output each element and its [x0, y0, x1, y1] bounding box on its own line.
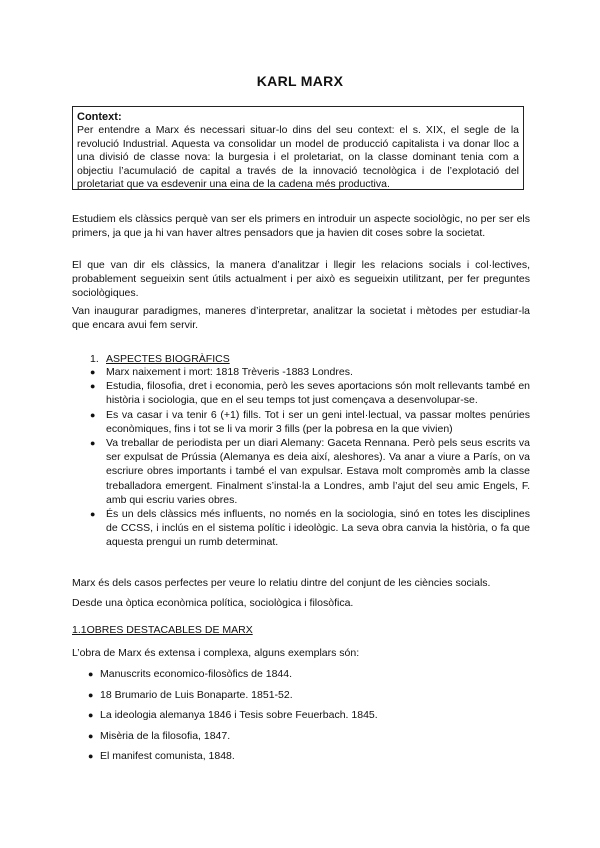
context-text: Per entendre a Marx és necessari situar-lo dins del seu context: el s. XIX, el segle de la revolució Industrial. Aquesta va consolidar un model de producció capitalista i va donar lloc a una divisió de classe nova: la burgesia i el proletariat, on la classe dominant tenia com a objectiu l’acumulació de capital a través de la innovació tecnològica i de l’explotació del proletariat que va esdevenir una eina de la cadena més productiva. [77, 124, 519, 191]
list-item: ● Va treballar de periodista per un diari Alemany: Gaceta Rennana. Però pels seus escrits va ser expulsat de Prússia (Alemanya es deia així, aleshores). Va anar a viure a París, on va escriure obres importants i també el van expulsar. Estava molt compromès amb la classe treballadora emergent. Finalment s’instal·la a Londres, amb l’ajut del seu amic Engels, F. amb qui escriu varies obres. [90, 437, 530, 506]
list-item: ● Estudia, filosofia, dret i economia, però les seves aportacions són molt rellevants també en història i sociologia, que en el seu temps tot just començava a desenvolupar-se. [90, 380, 530, 407]
bullet-icon: ● [88, 730, 94, 741]
list-item: ● Es va casar i va tenir 6 (+1) fills. Tot i ser un geni intel·lectual, va passar moltes penúries econòmiques, fins i tot se li va morir 3 fills (per la pobresa en la que vivien) [90, 408, 530, 435]
section-title: ASPECTES BIOGRÀFICS [106, 353, 230, 365]
section-heading-biography [90, 352, 530, 366]
context-box [72, 106, 524, 190]
intro-paragraph-1: Estudiem els clàssics perquè van ser els primers en introduir un aspecte sociològic, no per ser els primers, ja que ja hi van haver altres pensadors que ja havien dit coses sobre la societat. [72, 213, 530, 239]
bullet-icon: ● [88, 710, 94, 720]
bullet-icon: ● [90, 409, 96, 420]
list-item: ● Misèria de la filosofia, 1847. [88, 729, 231, 742]
context-heading: Context: [77, 111, 122, 123]
closing-line-2: Desde una òptica econòmica política, sociològica i filosòfica. [72, 597, 354, 609]
bullet-icon: ● [90, 381, 96, 392]
intro-paragraph-2: El que van dir els clàssics, la manera d’analitzar i llegir les relacions socials i col·lectives, probablement segueixin sent útils actualment i per això es segueixin utilitzant, per fer preguntes sociològiques. [72, 259, 530, 299]
works-section-heading: 1.1OBRES DESTACABLES DE MARX [72, 624, 253, 636]
works-list [88, 667, 378, 770]
closing-line-1: Marx és dels casos perfectes per veure lo relatiu dintre del conjunt de les ciències socials. [72, 577, 491, 589]
bullet-icon: ● [90, 438, 96, 449]
list-item: ● La ideologia alemanya 1846 i Tesis sobre Feuerbach. 1845. [88, 709, 378, 721]
bullet-icon: ● [88, 689, 94, 700]
intro-paragraph-3: Van inaugurar paradigmes, maneres d’interpretar, analitzar la societat i mètodes per estudiar-la que encara avui fem servir. [72, 305, 530, 331]
list-item: ● És un dels clàssics més influents, no només en la sociologia, sinó en totes les disciplines de CCSS, i inclús en el sistema polític i ideològic. La seva obra canvia la història, o fa que aquesta prengui un rumb determinat. [90, 508, 530, 549]
works-intro: L’obra de Marx és extensa i complexa, alguns exemplars són: [72, 647, 360, 659]
list-item: ● Manuscrits economico-filosòfics de 1844. [88, 668, 293, 680]
section-number: 1. [90, 353, 99, 365]
page-title: KARL MARX [256, 73, 344, 89]
bullet-icon: ● [88, 669, 94, 679]
list-item: ● El manifest comunista, 1848. [88, 750, 235, 762]
bullet-icon: ● [90, 509, 96, 520]
list-item: ● 18 Brumario de Luis Bonaparte. 1851-52. [88, 688, 293, 701]
biography-list [90, 365, 530, 550]
bullet-icon: ● [90, 367, 96, 377]
list-item: ● Marx naixement i mort: 1818 Trèveris -1883 Londres. [90, 366, 353, 378]
bullet-icon: ● [88, 751, 94, 761]
